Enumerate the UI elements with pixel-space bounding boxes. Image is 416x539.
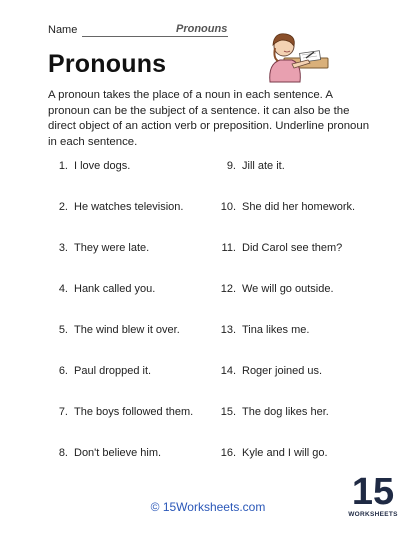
logo-number: 15 — [351, 471, 395, 513]
item-sentence: Kyle and I will go. — [242, 447, 328, 459]
item-sentence: He watches television. — [74, 201, 184, 213]
item-number: 9. — [226, 160, 236, 172]
list-item — [52, 283, 193, 324]
item-number: 7. — [58, 406, 68, 418]
list-item — [220, 242, 355, 283]
item-number: 13. — [220, 324, 236, 336]
item-number: 5. — [58, 324, 68, 336]
item-number: 11. — [221, 242, 236, 254]
item-sentence: The boys followed them. — [74, 406, 194, 418]
list-item — [220, 447, 355, 488]
item-sentence: I love dogs. — [74, 160, 131, 172]
right-column — [220, 160, 355, 488]
page-title: Pronouns — [48, 50, 167, 78]
list-item — [220, 365, 355, 406]
item-sentence: She did her homework. — [242, 201, 356, 213]
item-sentence: Don't believe him. — [74, 447, 162, 459]
logo-word: WORKSHEETS — [348, 511, 398, 518]
list-item — [220, 283, 355, 324]
item-sentence: Tina likes me. — [242, 324, 310, 336]
list-item — [52, 201, 193, 242]
list-item — [52, 365, 193, 406]
topic-label: Pronouns — [176, 23, 228, 35]
name-header — [48, 24, 248, 40]
list-item — [52, 160, 193, 201]
item-number: 10. — [220, 201, 236, 213]
item-sentence: The wind blew it over. — [74, 324, 180, 336]
item-number: 3. — [58, 242, 68, 254]
item-number: 15. — [220, 406, 236, 418]
list-item — [220, 160, 355, 201]
15worksheets-logo — [348, 466, 398, 524]
item-number: 16. — [220, 447, 236, 459]
item-number: 1. — [58, 160, 68, 172]
item-number: 4. — [58, 283, 68, 295]
instructions: A pronoun takes the place of a noun in each sentence. A pronoun can be the subject of a sentence. it can also be the direct object of an action verb or preposition. Underline pronoun in each sentence. — [48, 89, 370, 148]
item-sentence: The dog likes her. — [242, 406, 329, 418]
list-item — [220, 201, 355, 242]
item-sentence: They were late. — [74, 242, 150, 254]
name-line — [82, 36, 228, 37]
item-sentence: We will go outside. — [242, 283, 334, 295]
name-label: Name — [48, 24, 78, 36]
item-sentence: Did Carol see them? — [242, 242, 343, 254]
item-sentence: Roger joined us. — [242, 365, 323, 377]
list-item — [52, 406, 193, 447]
item-number: 8. — [58, 447, 68, 459]
item-number: 2. — [58, 201, 68, 213]
item-sentence: Hank called you. — [74, 283, 156, 295]
item-number: 14. — [220, 365, 236, 377]
list-item — [52, 242, 193, 283]
item-number: 6. — [58, 365, 68, 377]
student-writing-illustration — [262, 28, 330, 84]
list-item — [52, 324, 193, 365]
left-column — [52, 160, 193, 488]
copyright-link[interactable]: © 15Worksheets.com — [150, 500, 266, 514]
list-item — [220, 406, 355, 447]
item-sentence: Paul dropped it. — [74, 365, 152, 377]
item-sentence: Jill ate it. — [242, 160, 285, 172]
list-item — [52, 447, 193, 488]
item-number: 12. — [220, 283, 236, 295]
list-item — [220, 324, 355, 365]
